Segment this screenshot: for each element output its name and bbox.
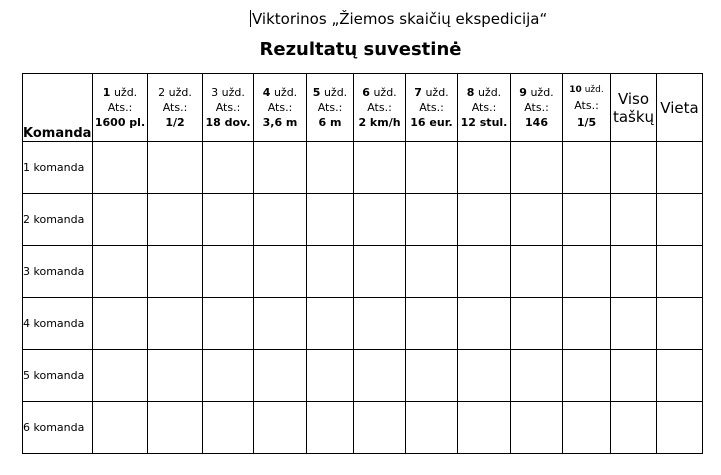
score-cell[interactable] — [354, 194, 406, 246]
score-cell[interactable] — [511, 194, 563, 246]
score-cell[interactable] — [307, 194, 354, 246]
header-row — [23, 74, 703, 142]
score-cell[interactable] — [511, 246, 563, 298]
score-cell[interactable] — [307, 350, 354, 402]
task-header-5: 5 užd. Ats.: 6 m — [307, 74, 354, 142]
score-cell[interactable] — [203, 298, 254, 350]
score-cell[interactable] — [354, 402, 406, 454]
team-label: 5 komanda — [23, 350, 93, 402]
score-cell[interactable] — [354, 246, 406, 298]
text-cursor — [250, 10, 251, 27]
total-cell[interactable] — [611, 142, 657, 194]
place-header: Vieta — [657, 74, 703, 142]
table-row — [23, 142, 703, 194]
place-cell[interactable] — [657, 194, 703, 246]
score-cell[interactable] — [148, 350, 203, 402]
score-cell[interactable] — [148, 194, 203, 246]
score-cell[interactable] — [511, 402, 563, 454]
task-header-8: 8 užd. Ats.: 12 stul. — [458, 74, 511, 142]
score-cell[interactable] — [148, 298, 203, 350]
total-cell[interactable] — [611, 298, 657, 350]
score-cell[interactable] — [511, 298, 563, 350]
table-row — [23, 350, 703, 402]
score-cell[interactable] — [203, 194, 254, 246]
score-cell[interactable] — [93, 142, 148, 194]
place-cell[interactable] — [657, 350, 703, 402]
score-cell[interactable] — [406, 246, 458, 298]
total-cell[interactable] — [611, 194, 657, 246]
quiz-title — [250, 10, 547, 28]
place-cell[interactable] — [657, 298, 703, 350]
score-cell[interactable] — [354, 350, 406, 402]
task-header-9: 9 užd. Ats.: 146 — [511, 74, 563, 142]
place-cell[interactable] — [657, 142, 703, 194]
place-cell[interactable] — [657, 246, 703, 298]
table-row — [23, 246, 703, 298]
score-cell[interactable] — [563, 246, 611, 298]
score-cell[interactable] — [307, 402, 354, 454]
score-cell[interactable] — [148, 246, 203, 298]
task-header-3: 3 užd. Ats.: 18 dov. — [203, 74, 254, 142]
score-cell[interactable] — [406, 194, 458, 246]
score-cell[interactable] — [458, 142, 511, 194]
score-cell[interactable] — [458, 194, 511, 246]
score-cell[interactable] — [93, 298, 148, 350]
score-cell[interactable] — [93, 246, 148, 298]
task-header-7: 7 užd. Ats.: 16 eur. — [406, 74, 458, 142]
task-header-2: 2 užd. Ats.: 1/2 — [148, 74, 203, 142]
team-label: 4 komanda — [23, 298, 93, 350]
team-column-header: Komanda — [23, 74, 93, 142]
score-cell[interactable] — [254, 246, 307, 298]
score-cell[interactable] — [93, 194, 148, 246]
score-cell[interactable] — [354, 142, 406, 194]
task-header-1: 1 užd. Ats.: 1600 pl. — [93, 74, 148, 142]
results-table — [22, 73, 703, 454]
score-cell[interactable] — [458, 246, 511, 298]
score-cell[interactable] — [254, 142, 307, 194]
score-cell[interactable] — [254, 298, 307, 350]
task-header-4: 4 užd. Ats.: 3,6 m — [254, 74, 307, 142]
total-cell[interactable] — [611, 350, 657, 402]
table-row — [23, 298, 703, 350]
score-cell[interactable] — [307, 246, 354, 298]
total-points-header: Viso taškų — [611, 74, 657, 142]
sheet-title: Rezultatų suvestinė — [259, 39, 462, 60]
score-cell[interactable] — [203, 402, 254, 454]
score-cell[interactable] — [563, 402, 611, 454]
score-cell[interactable] — [148, 402, 203, 454]
total-cell[interactable] — [611, 246, 657, 298]
score-cell[interactable] — [563, 298, 611, 350]
score-cell[interactable] — [148, 142, 203, 194]
score-cell[interactable] — [563, 194, 611, 246]
task-header-6: 6 užd. Ats.: 2 km/h — [354, 74, 406, 142]
place-cell[interactable] — [657, 402, 703, 454]
team-label: 2 komanda — [23, 194, 93, 246]
total-cell[interactable] — [611, 402, 657, 454]
score-cell[interactable] — [563, 350, 611, 402]
score-cell[interactable] — [563, 142, 611, 194]
score-cell[interactable] — [458, 350, 511, 402]
score-cell[interactable] — [511, 142, 563, 194]
table-row — [23, 194, 703, 246]
score-cell[interactable] — [458, 402, 511, 454]
table-row — [23, 402, 703, 454]
team-label: 3 komanda — [23, 246, 93, 298]
score-cell[interactable] — [406, 402, 458, 454]
score-cell[interactable] — [203, 246, 254, 298]
score-cell[interactable] — [511, 350, 563, 402]
score-cell[interactable] — [406, 350, 458, 402]
score-cell[interactable] — [458, 298, 511, 350]
score-cell[interactable] — [93, 350, 148, 402]
task-header-10: 10 užd. Ats.: 1/5 — [563, 74, 611, 142]
score-cell[interactable] — [203, 350, 254, 402]
score-cell[interactable] — [254, 402, 307, 454]
score-cell[interactable] — [307, 298, 354, 350]
score-cell[interactable] — [354, 298, 406, 350]
score-cell[interactable] — [406, 298, 458, 350]
score-cell[interactable] — [307, 142, 354, 194]
quiz-title-text: Viktorinos „Žiemos skaičių ekspedicija“ — [252, 10, 548, 28]
score-cell[interactable] — [406, 142, 458, 194]
team-label: 6 komanda — [23, 402, 93, 454]
score-cell[interactable] — [93, 402, 148, 454]
score-cell[interactable] — [254, 350, 307, 402]
team-label: 1 komanda — [23, 142, 93, 194]
score-cell[interactable] — [254, 194, 307, 246]
score-cell[interactable] — [203, 142, 254, 194]
